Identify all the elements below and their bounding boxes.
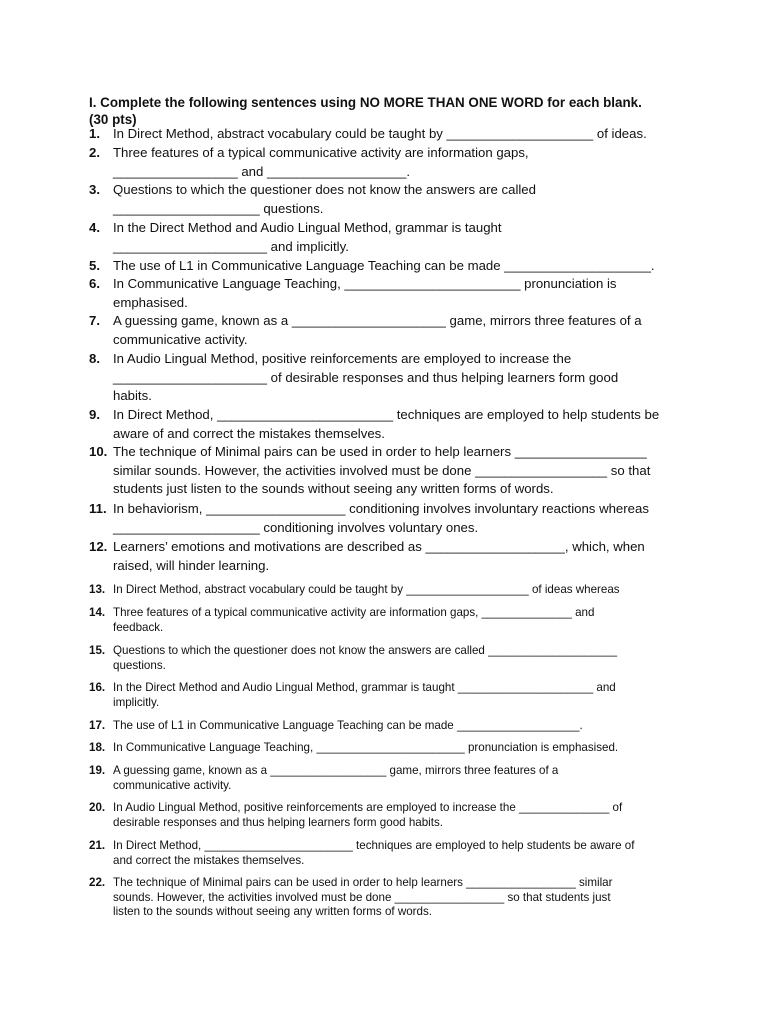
question-number: 4. xyxy=(89,220,100,235)
question-text: In behaviorism, ___________________ conditioning involves involuntary reactions whereas ____________________ conditioning involves voluntary ones. xyxy=(113,501,649,535)
question-number: 5. xyxy=(89,258,100,273)
question-number: 7. xyxy=(89,313,100,328)
question-number: 11. xyxy=(89,501,107,516)
question-number: 12. xyxy=(89,539,108,554)
question-text: Questions to which the questioner does not know the answers are called ____________________ questions. xyxy=(113,644,618,672)
question-17 xyxy=(89,719,685,734)
question-number: 17. xyxy=(89,719,106,732)
question-10 xyxy=(89,443,689,499)
question-21 xyxy=(89,839,685,868)
question-number: 9. xyxy=(89,407,100,422)
question-16 xyxy=(89,681,685,710)
question-number: 6. xyxy=(89,276,100,291)
question-6 xyxy=(89,275,689,312)
question-19 xyxy=(89,764,685,793)
question-text: Questions to which the questioner does not know the answers are called ____________________ questions. xyxy=(113,182,536,216)
question-5 xyxy=(89,257,689,276)
question-text: In Direct Method, abstract vocabulary could be taught by ____________________ of ideas. xyxy=(113,126,647,141)
question-2 xyxy=(89,144,689,181)
question-number: 15. xyxy=(89,644,106,657)
question-number: 10. xyxy=(89,444,108,459)
question-18 xyxy=(89,741,685,756)
question-text: In the Direct Method and Audio Lingual Method, grammar is taught _____________________ and implicitly. xyxy=(113,681,616,709)
question-text: The use of L1 in Communicative Language Teaching can be made ____________________. xyxy=(113,258,655,273)
question-11 xyxy=(89,500,689,537)
question-text: In Audio Lingual Method, positive reinforcements are employed to increase the ______________ of desirable responses and thus helping learners form good habits. xyxy=(113,801,623,829)
question-9 xyxy=(89,406,689,443)
question-number: 14. xyxy=(89,606,106,619)
question-number: 16. xyxy=(89,681,106,694)
question-number: 19. xyxy=(89,764,106,777)
question-text: The use of L1 in Communicative Language Teaching can be made ___________________. xyxy=(113,719,583,732)
question-22 xyxy=(89,876,685,920)
question-number: 18. xyxy=(89,741,106,754)
question-7 xyxy=(89,312,689,349)
question-text: In Communicative Language Teaching, ________________________ pronunciation is emphasised. xyxy=(113,276,617,310)
question-text: In Audio Lingual Method, positive reinforcements are employed to increase the _____________________ of desirable responses and thus helping learners form good habits. xyxy=(113,351,619,404)
question-text: In Direct Method, abstract vocabulary could be taught by ___________________ of ideas whereas xyxy=(113,583,620,596)
question-number: 21. xyxy=(89,839,106,852)
question-1 xyxy=(89,125,689,144)
question-text: Learners’ emotions and motivations are described as ___________________, which, when raised, will hinder learning. xyxy=(113,539,645,573)
question-text: In Direct Method, ________________________ techniques are employed to help students be aware of and correct the mistakes themselves. xyxy=(113,407,660,441)
question-12 xyxy=(89,538,689,575)
question-text: Three features of a typical communicative activity are information gaps, _________________ and ___________________. xyxy=(113,145,529,179)
question-text: In the Direct Method and Audio Lingual Method, grammar is taught _____________________ and implicitly. xyxy=(113,220,502,254)
question-number: 3. xyxy=(89,182,100,197)
question-14 xyxy=(89,606,685,635)
question-text: Three features of a typical communicative activity are information gaps, ______________ and feedback. xyxy=(113,606,595,634)
question-text: A guessing game, known as a _____________________ game, mirrors three features of a communicative activity. xyxy=(113,313,642,347)
section-heading: I. Complete the following sentences using NO MORE THAN ONE WORD for each blank. (30 pts) xyxy=(89,95,642,127)
question-number: 8. xyxy=(89,351,100,366)
question-text: A guessing game, known as a __________________ game, mirrors three features of a communicative activity. xyxy=(113,764,559,792)
question-text: The technique of Minimal pairs can be used in order to help learners __________________ similar sounds. However, the activities involved must be done __________________ so that students just listen to the sounds without seeing any written forms of words. xyxy=(113,444,651,497)
question-number: 22. xyxy=(89,876,106,889)
question-number: 2. xyxy=(89,145,100,160)
question-text: The technique of Minimal pairs can be used in order to help learners _________________ similar sounds. However, the activities involved must be done _________________ so that students just listen to the sounds without seeing any written forms of words. xyxy=(113,876,613,919)
question-text: In Communicative Language Teaching, _______________________ pronunciation is emphasised. xyxy=(113,741,619,754)
question-3 xyxy=(89,181,689,218)
question-15 xyxy=(89,644,685,673)
question-text: In Direct Method, _______________________ techniques are employed to help students be aware of and correct the mistakes themselves. xyxy=(113,839,635,867)
question-number: 1. xyxy=(89,126,100,141)
question-13 xyxy=(89,583,685,598)
question-number: 13. xyxy=(89,583,106,596)
question-20 xyxy=(89,801,685,830)
question-number: 20. xyxy=(89,801,106,814)
question-4 xyxy=(89,219,689,256)
question-8 xyxy=(89,350,689,406)
